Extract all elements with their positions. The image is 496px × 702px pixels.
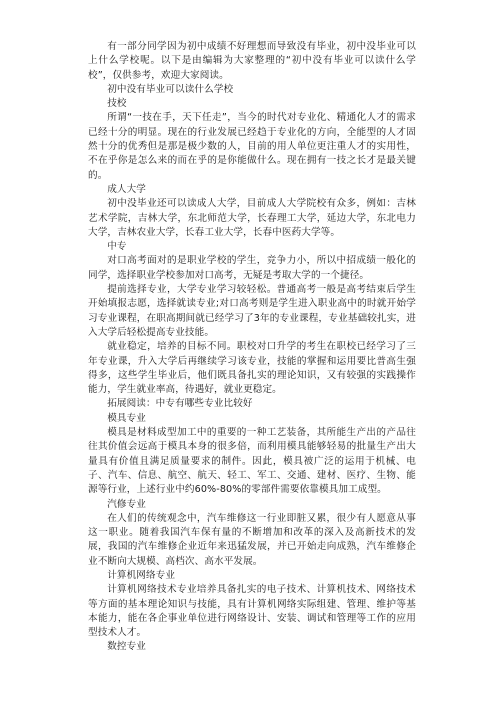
paragraph: 就业稳定，培养的目标不同。职校对口升学的考生在职校已经学习了三年专业课，升入大学后再继续学习该专业，技能的掌握和运用要比普高生强得多，这些学生毕业后，他们既具备扎实的理论知识，又有较强的实践操作能力，学生就业率高，待遇好，就业更稳定。 [88,341,416,396]
paragraph: 模具是材料成型加工中的重要的一种工艺装备，其所能生产出的产品往往其价值会远高于模具本身的很多倍，而利用模具能够轻易的批量生产出大量具有价值且满足质量要求的制件。因此，模具被广泛的运用于机械、电子、汽车、信息、航空、航天、轻工、军工、交通、建材、医疗、生物、能源等行业，上述行业中约60%-80%的零部件需要依靠模具加工成型。 [88,427,416,496]
paragraph: 对口高考面对的是职业学校的学生，竞争力小，所以中招成绩一般化的同学，选择职业学校参加对口高考，无疑是考取大学的一个捷径。 [88,255,416,281]
document-body [88,40,416,655]
section-heading: 拓展阅读：中专有哪些专业比较好 [107,398,253,410]
section-heading: 计算机网络专业 [107,569,176,581]
section-heading: 初中没有毕业可以读什么学校 [107,83,234,95]
section-heading: 汽修专业 [107,498,146,510]
section-heading: 成人大学 [107,183,146,195]
paragraph: 有一部分同学因为初中成绩不好理想而导致没有毕业，初中没毕业可以上什么学校呢。以下是由编辑为大家整理的“初中没有毕业可以读什么学校”，仅供参考，欢迎大家阅读。 [88,41,416,81]
paragraph: 计算机网络技术专业培养具备扎实的电子技术、计算机技术、网络技术等方面的基本理论知识与技能，具有计算机网络实际组建、管理、维护等基本能力，能在各企事业单位进行网络设计、安装、调试和管理等工作的应用型技术人才。 [88,584,416,639]
section-heading: 模具专业 [107,412,146,424]
section-heading: 中专 [107,241,127,253]
paragraph: 提前选择专业，大学专业学习较轻松。普通高考一般是高考结束后学生开始填报志愿，选择就读专业;对口高考则是学生进入职业高中的时就开始学习专业课程，在职高期间就已经学习了3年的专业课程，专业基础较扎实，进入大学后轻松提高专业技能。 [88,284,416,338]
section-heading: 数控专业 [107,641,146,653]
section-heading: 技校 [107,98,127,110]
paragraph: 所谓“一技在手，天下任走”，当今的时代对专业化、精通化人才的需求已经十分的明显。现在的行业发展已经趋于专业化的方向，全能型的人才固然十分的优秀但是那是极少数的人，目前的用人单位更注重人才的实用性，不在乎你是怎么来的而在乎的是你能做什么。现在拥有一技之长才是最关键的。 [88,112,416,181]
paragraph: 在人们的传统观念中，汽车维修这一行业即脏又累，很少有人愿意从事这一职业。随着我国汽车保有量的不断增加和改革的深入及高新技术的发展，我国的汽车维修企业近年来迅猛发展，并已开始走向成熟，汽车维修企业不断向大规模、高档次、高水平发展。 [88,512,416,567]
paragraph: 初中没毕业还可以读成人大学，目前成人大学院校有众多，例如：吉林艺术学院，吉林大学，东北师范大学，长春理工大学，延边大学，东北电力大学，吉林农业大学，长春工业大学，长春中医药大学等。 [88,198,416,238]
